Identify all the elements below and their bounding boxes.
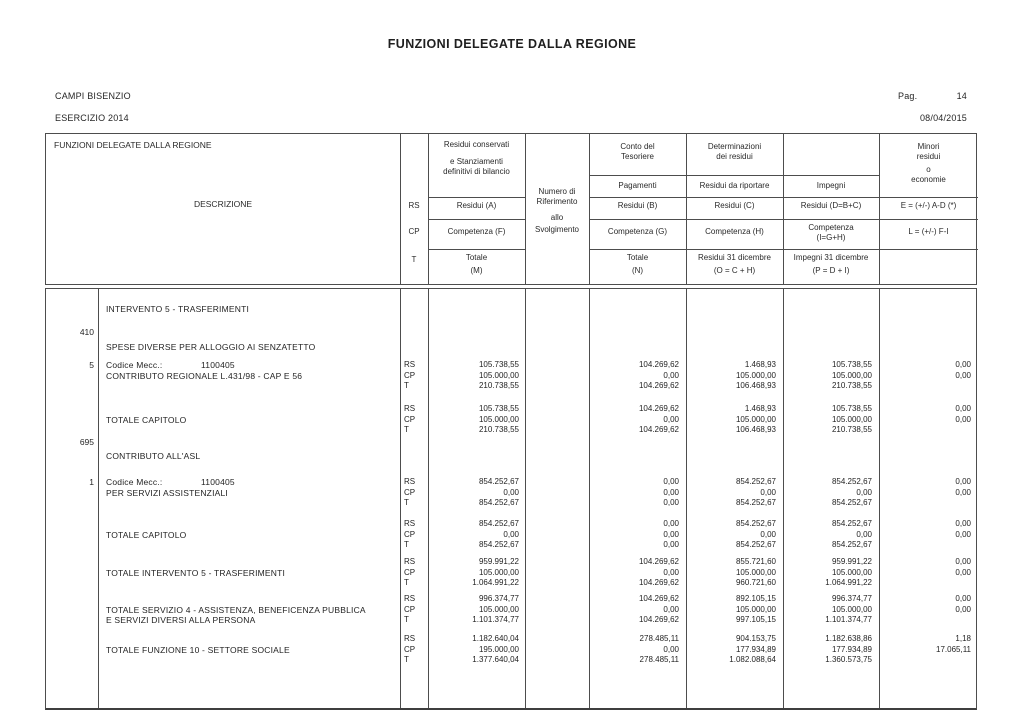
col-minori-residui: 0,00 0,00 [955, 557, 971, 577]
header-impegni-31-dicembre: Impegni 31 dicembre (P = D + I) [793, 253, 869, 275]
capitolo-description: Codice Mecc.: 1100405 CONTRIBUTO REGIONALE L.431/98 - CAP E 56 [106, 360, 303, 381]
col-impegni: 105.738,55 105.000,00 210.738,55 [831, 360, 872, 390]
col-conto-tesoriere: 104.269,62 0,00 104.269,62 [638, 557, 679, 587]
col-conto-tesoriere: 104.269,62 0,00 104.269,62 [638, 594, 679, 624]
col-impegni: 854.252,67 0,00 854.252,67 [831, 519, 872, 549]
col-residui-conservati: 959.991,22 105.000,00 1.064.991,22 [472, 557, 519, 587]
divider [686, 289, 687, 708]
col-determinazioni: 854.252,67 0,00 854.252,67 [735, 519, 776, 549]
col-minori-residui: 0,00 0,00 [955, 404, 971, 424]
col-impegni: 996.374,77 105.000,00 1.101.374,77 [825, 594, 872, 624]
col-minori-residui: 0,00 0,00 [955, 519, 971, 539]
row-type-labels: RS CP T [404, 519, 416, 549]
capitolo-description: Codice Mecc.: 1100405 PER SERVIZI ASSISTENZIALI [106, 477, 235, 498]
col-determinazioni: 854.252,67 0,00 854.252,67 [735, 477, 776, 507]
capitolo-number: 1 [89, 477, 94, 487]
row-type-labels: RS CP T [404, 634, 416, 664]
row-type-t: T [411, 255, 417, 264]
col-conto-tesoriere: 0,00 0,00 0,00 [663, 519, 679, 549]
col-residui-conservati: 854.252,67 0,00 854.252,67 [478, 477, 519, 507]
row-type-cp: CP [408, 227, 420, 236]
col-residui-conservati: 1.182.640,04 195.000,00 1.377.640,04 [472, 634, 519, 664]
col-impegni: 959.991,22 105.000,00 1.064.991,22 [825, 557, 872, 587]
codice-meccanografico: 1100405 [201, 360, 235, 370]
column-header-residui-conservati: Residui conservati e Stanziamenti definitivi di bilancio [443, 140, 510, 176]
header-competenza-h: Competenza (H) [705, 227, 764, 236]
entity-name: CAMPI BISENZIO [55, 91, 131, 101]
header-competenza-g: Competenza (G) [607, 227, 668, 236]
col-determinazioni: 1.468,93 105.000,00 106.468,93 [735, 360, 776, 390]
col-minori-residui: 1,18 17.065,11 [936, 634, 971, 654]
col-determinazioni: 892.105,15 105.000,00 997.105,15 [735, 594, 776, 624]
divider [428, 219, 525, 220]
col-residui-conservati: 105.738,55 105.000,00 210.738,55 [478, 404, 519, 434]
print-date: 08/04/2015 [919, 113, 967, 123]
divider [783, 289, 784, 708]
capitolo-number: 5 [89, 360, 94, 370]
col-determinazioni: 1.468,93 105.000,00 106.468,93 [735, 404, 776, 434]
col-conto-tesoriere: 0,00 0,00 0,00 [663, 477, 679, 507]
column-header-riferimento: Numero di Riferimento allo Svolgimento [534, 187, 580, 234]
totale-label: TOTALE CAPITOLO [106, 414, 187, 425]
divider [428, 289, 429, 708]
page-number: 14 [956, 91, 967, 101]
column-header-minori-residui: Minori residui o economie [911, 142, 946, 184]
column-header-determinazioni: Determinazioni dei residui [707, 142, 762, 161]
header-residui-da-riportare: Residui da riportare [699, 181, 770, 190]
col-determinazioni: 855.721,60 105.000,00 960.721,60 [735, 557, 776, 587]
totale-label: TOTALE INTERVENTO 5 - TRASFERIMENTI [106, 567, 286, 578]
col-conto-tesoriere: 104.269,62 0,00 104.269,62 [638, 404, 679, 434]
page-number-label: Pag. [898, 91, 918, 101]
header-residui-a: Residui (A) [456, 201, 497, 210]
col-conto-tesoriere: 104.269,62 0,00 104.269,62 [638, 360, 679, 390]
page-title: FUNZIONI DELEGATE DALLA REGIONE [387, 37, 637, 51]
col-minori-residui: 0,00 0,00 [955, 477, 971, 497]
header-residui-d: Residui (D=B+C) [800, 201, 862, 210]
header-residui-b: Residui (B) [617, 201, 658, 210]
column-header-tesoriere: Conto del Tesoriere [620, 142, 655, 161]
divider [525, 289, 526, 708]
table-body [45, 288, 977, 710]
header-residui-c: Residui (C) [714, 201, 755, 210]
totale-label-line2: E SERVIZI DIVERSI ALLA PERSONA [106, 615, 256, 625]
col-conto-tesoriere: 278.485,11 0,00 278.485,11 [639, 634, 679, 664]
col-residui-conservati: 996.374,77 105.000,00 1.101.374,77 [472, 594, 519, 624]
exercise-year: ESERCIZIO 2014 [55, 113, 129, 123]
codice-meccanografico: 1100405 [201, 477, 235, 487]
divider [400, 289, 401, 708]
section-intervento-label: INTERVENTO 5 - TRASFERIMENTI [106, 304, 250, 314]
row-type-labels: RS CP T [404, 557, 416, 587]
divider [589, 197, 978, 198]
header-totale-n: Totale (N) [626, 253, 649, 275]
totale-label-line1: TOTALE SERVIZIO 4 - ASSISTENZA, BENEFICENZA PUBBLICA [106, 604, 366, 615]
row-type-rs: RS [408, 201, 420, 210]
section-asl-label: CONTRIBUTO ALL'ASL [106, 451, 201, 461]
totale-label: TOTALE CAPITOLO [106, 529, 187, 540]
header-pagamenti: Pagamenti [618, 181, 657, 190]
section-intervento-number: 410 [79, 327, 94, 337]
divider [589, 219, 978, 220]
col-determinazioni: 904.153,75 177.934,89 1.082.088,64 [729, 634, 776, 664]
col-residui-conservati: 105.738,55 105.000,00 210.738,55 [478, 360, 519, 390]
col-minori-residui: 0,00 0,00 [955, 360, 971, 380]
row-type-labels: RS CP T [404, 477, 416, 507]
table-header [45, 133, 977, 285]
row-type-labels: RS CP T [404, 360, 416, 390]
header-formula-e: E = (+/-) A-D (*) [900, 201, 957, 210]
section-asl-number: 695 [79, 437, 94, 447]
row-type-labels: RS CP T [404, 404, 416, 434]
header-residui-31-dicembre: Residui 31 dicembre (O = C + H) [698, 253, 771, 275]
divider [589, 175, 879, 176]
divider [879, 289, 880, 708]
col-impegni: 854.252,67 0,00 854.252,67 [831, 477, 872, 507]
section-spese-label: SPESE DIVERSE PER ALLOGGIO AI SENZATETTO [106, 342, 316, 352]
col-minori-residui: 0,00 0,00 [955, 594, 971, 614]
table-section-title: FUNZIONI DELEGATE DALLA REGIONE [54, 140, 212, 150]
divider [589, 289, 590, 708]
col-impegni: 105.738,55 105.000,00 210.738,55 [831, 404, 872, 434]
header-totale-m: Totale (M) [465, 253, 488, 275]
row-type-labels: RS CP T [404, 594, 416, 624]
col-impegni: 1.182.638,86 177.934,89 1.360.573,75 [825, 634, 872, 664]
header-formula-l: L = (+/-) F-I [908, 227, 949, 236]
header-impegni: Impegni [816, 181, 846, 190]
col-residui-conservati: 854.252,67 0,00 854.252,67 [478, 519, 519, 549]
header-competenza-i: Competenza (I=G+H) [808, 223, 854, 242]
divider [98, 289, 99, 708]
totale-label: TOTALE FUNZIONE 10 - SETTORE SOCIALE [106, 644, 290, 655]
divider [428, 249, 525, 250]
header-competenza-f: Competenza (F) [447, 227, 506, 236]
column-header-descrizione: DESCRIZIONE [193, 199, 253, 209]
divider [589, 249, 978, 250]
divider [428, 197, 525, 198]
